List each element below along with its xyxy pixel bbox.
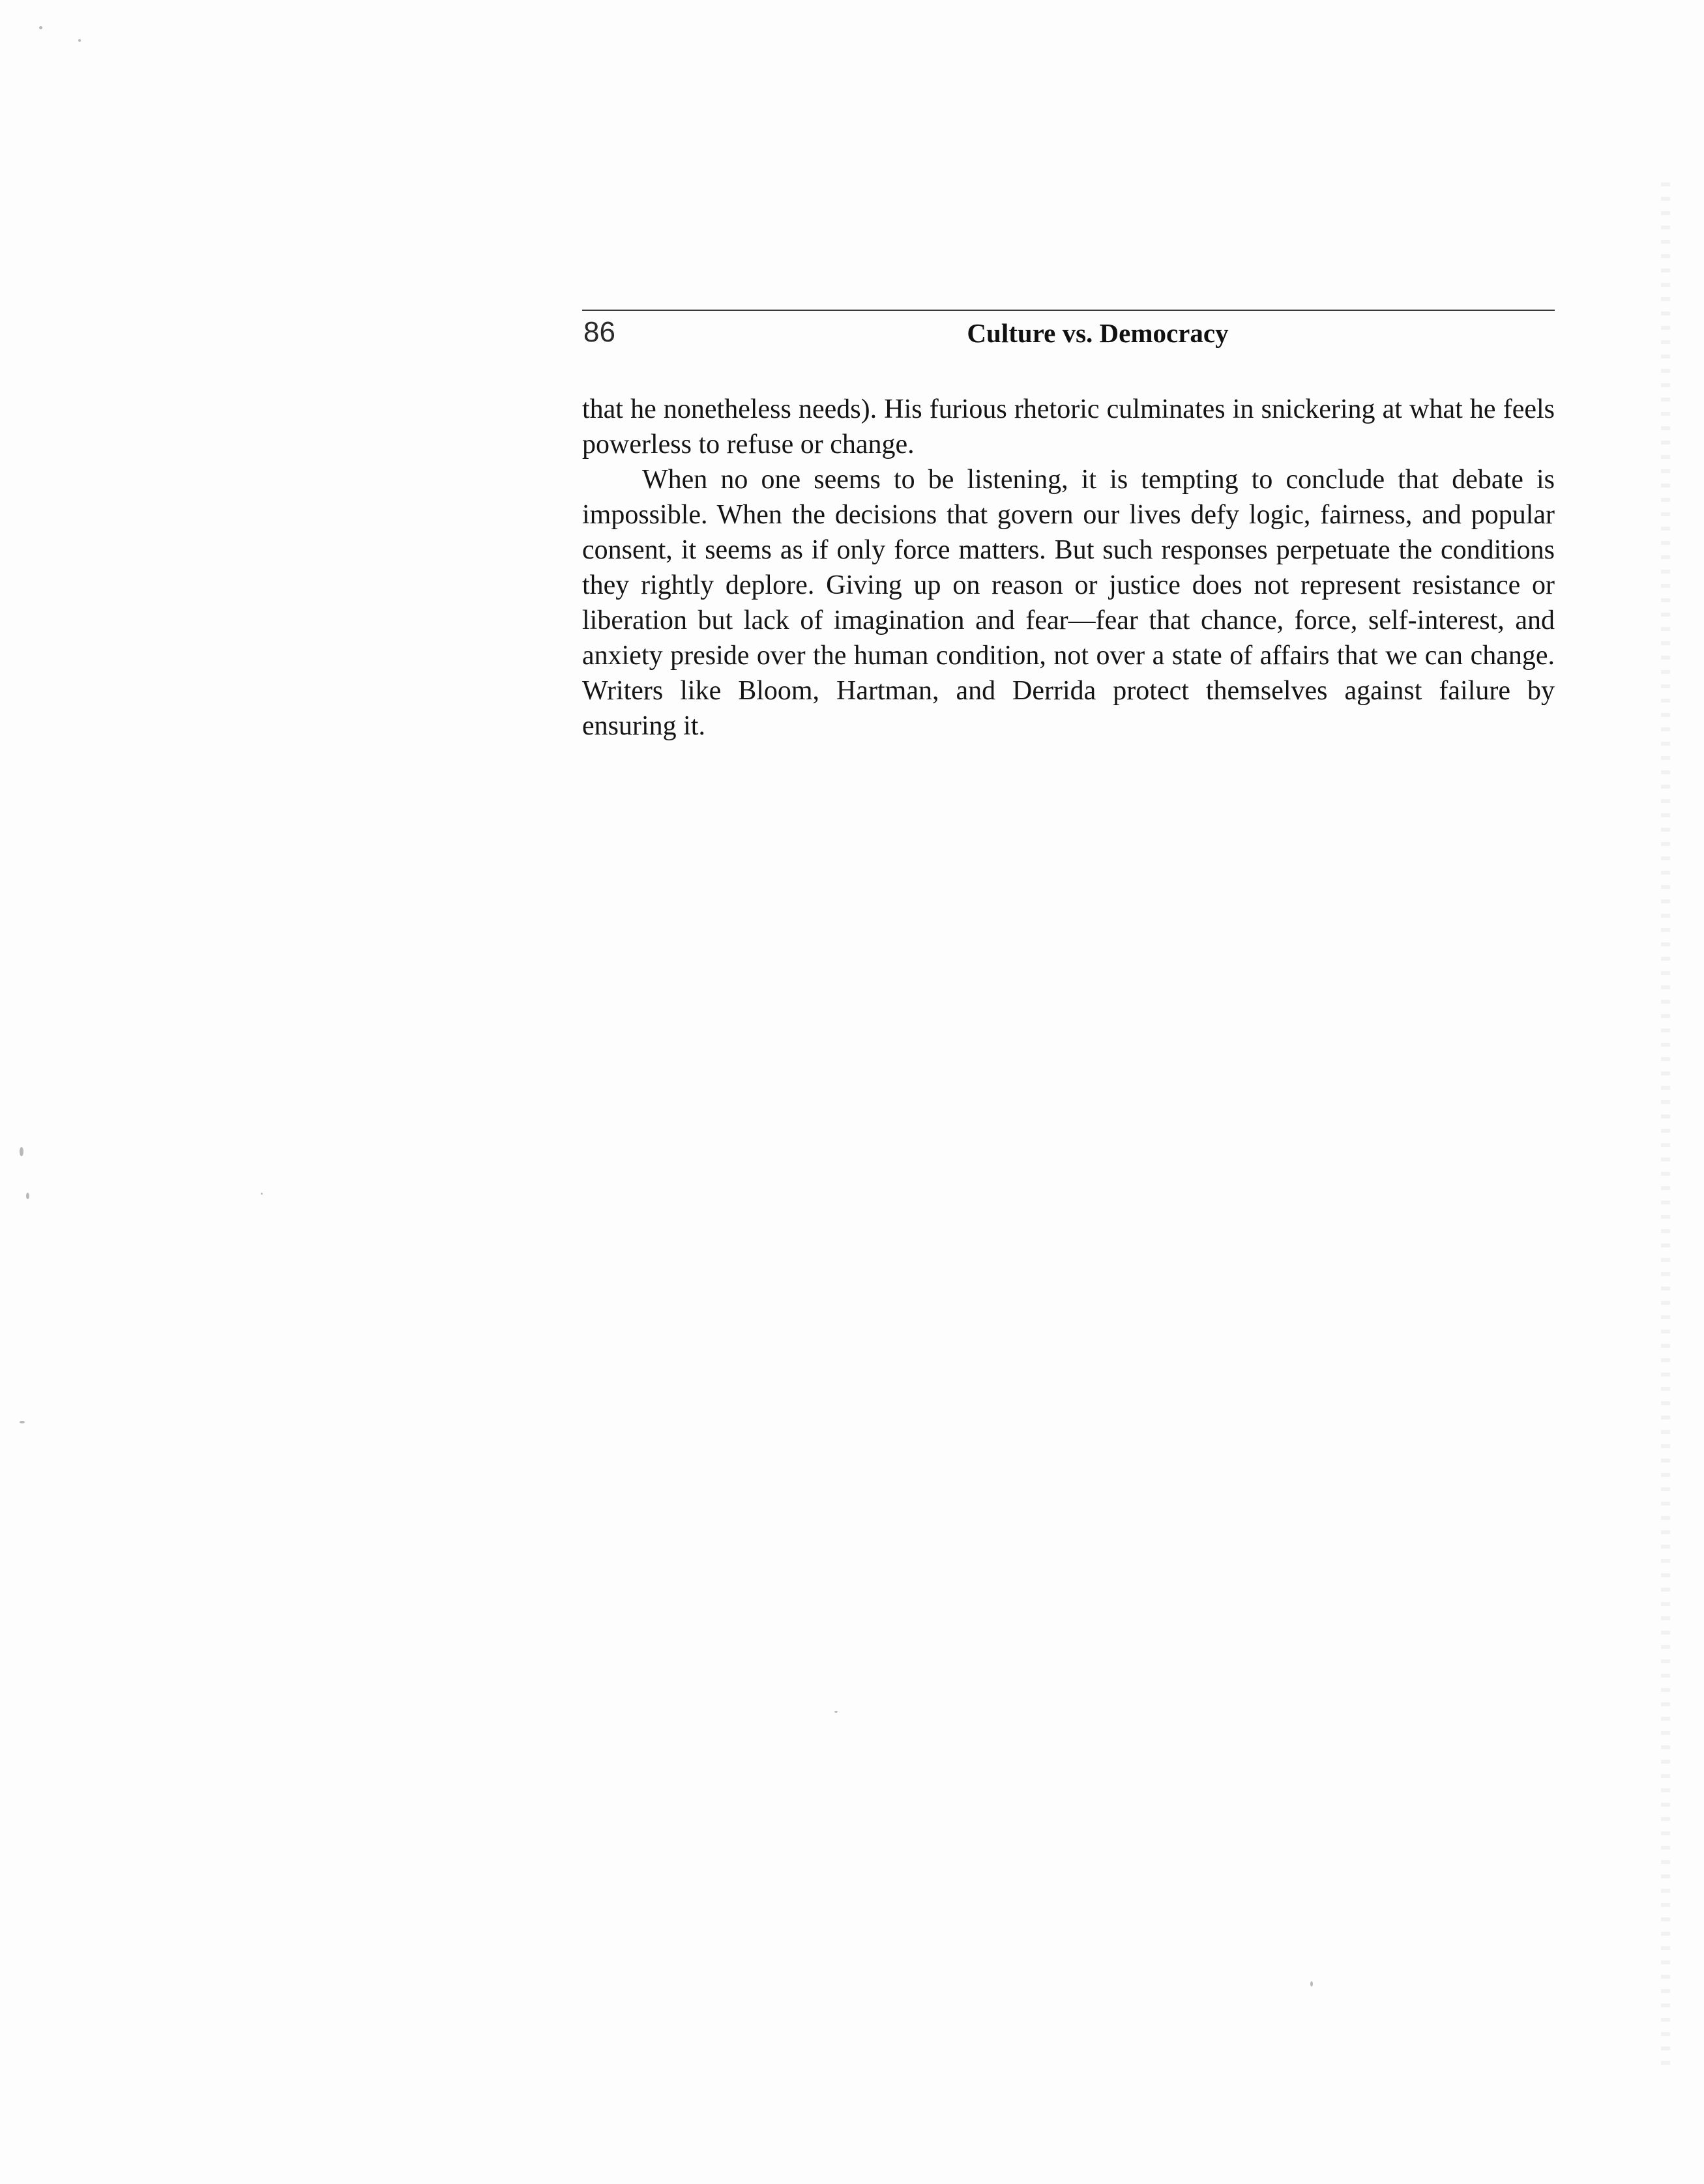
scan-edge-shadow [1661, 182, 1670, 2073]
scan-speck [20, 1147, 23, 1156]
paragraph: When no one seems to be listening, it is tempting to conclude that debate is impossible. When the decisions that govern our lives defy logic, fairness, and popular consent, it seems as if only force matters. But such responses perpetuate the conditions they rightly deplore. Giving up on reason or justice does not represent resistance or liberation but lack of imagination and fear—fear that chance, force, self-interest, and anxiety preside over the human condition, not over a state of affairs that we can change. Writers like Bloom, Hartman, and Derrida protect themselves against failure by ensuring it. [582, 465, 1555, 741]
scan-speck [26, 1193, 29, 1199]
running-head [582, 310, 1555, 351]
scan-speck [261, 1193, 263, 1195]
running-title: Culture vs. Democracy [967, 318, 1229, 348]
scan-speck [1310, 1981, 1313, 1987]
scan-speck [39, 26, 42, 29]
page-number: 86 [583, 316, 615, 348]
text-column [582, 310, 1555, 744]
paragraph-continued: that he nonetheless needs). His furious rhetoric culminates in snickering at what he feels powerless to refuse or change. [582, 394, 1555, 459]
scan-speck [20, 1421, 25, 1423]
scan-speck [78, 39, 81, 42]
scan-speck [834, 1711, 838, 1713]
body-text [582, 392, 1555, 744]
